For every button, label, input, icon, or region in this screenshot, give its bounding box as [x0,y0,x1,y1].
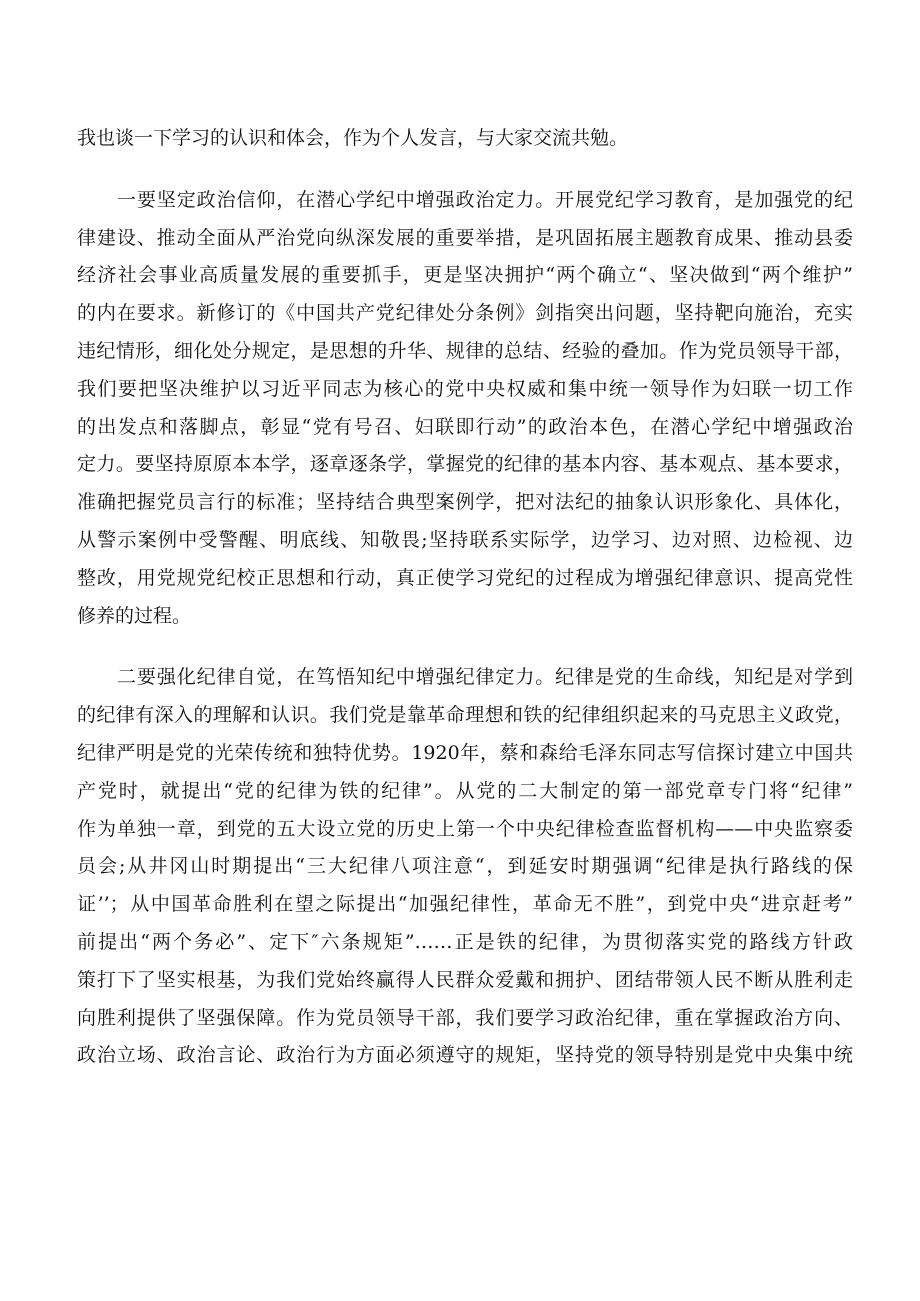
text-line: 律建设、推动全面从严治党向纵深发展的重要举措，是巩固拓展主题教育成果、推动县委 [77,226,853,249]
text-line: 员会;从井冈山时期提出“三大纪律八项注意“，到延安时期强调“纪律是执行路线的保 [77,855,853,878]
text-line: 我们要把坚决维护以习近平同志为核心的党中央权威和集中统一领导作为妇联一切工作 [77,377,853,400]
text-line: 从警示案例中受警醒、明底线、知敬畏;坚持联系实际学，边学习、边对照、边检视、边 [77,528,853,551]
text-line: 违纪情形，细化处分规定，是思想的升华、规律的总结、经验的叠加。作为党员领导干部， [77,339,853,362]
text-line: 定力。要坚持原原本本学，逐章逐条学，掌握党的纪律的基本内容、基本观点、基本要求， [77,453,853,476]
paragraph [77,120,853,158]
text-line: 作为单独一章，到党的五大设立党的历史上第一个中央纪律检查监督机构——中央监察委 [77,817,853,840]
text-line: 政治立场、政治言论、政治行为方面必须遵守的规矩，坚持党的领导特别是党中央集中统 [77,1044,853,1067]
text-line: 纪律严明是党的光荣传统和独特优势。1920年，蔡和森给毛泽东同志写信探讨建立中国共 [77,741,853,764]
text-line: 策打下了坚实根基，为我们党始终赢得人民群众爱戴和拥护、团结带领人民不断从胜利走 [77,968,853,991]
text-line: 产党时，就提出“党的纪律为铁的纪律”。从党的二大制定的第一部党章专门将“纪律” [77,779,853,802]
paragraph [77,182,853,636]
text-line: 整改，用党规党纪校正思想和行动，真正使学习党纪的过程成为增强纪律意识、提高党性 [77,566,853,589]
text-line: 我也谈一下学习的认识和体会，作为个人发言，与大家交流共勉。 [77,127,629,149]
text-line: 经济社会事业高质量发展的重要抓手，更是坚决拥护“两个确立“、坚决做到“两个维护” [77,264,853,287]
text-line: 的内在要求。新修订的《中国共产党纪律处分条例》剑指突出问题，坚持靶向施治，充实 [77,302,853,325]
text-line: 二要强化纪律自觉，在笃悟知纪中增强纪律定力。纪律是党的生命线，知纪是对学到 [117,666,853,689]
text-line: 修养的过程。 [77,604,192,627]
text-line: 的纪律有深入的理解和认识。我们党是靠革命理想和铁的纪律组织起来的马克思主义政党， [77,704,853,727]
text-line: 准确把握党员言行的标准；坚持结合典型案例学，把对法纪的抽象认识形象化、具体化， [77,491,853,514]
document-body [77,120,853,1099]
text-line: 证’’；从中国革命胜利在望之际提出“加强纪律性，革命无不胜”，到党中央“进京赶考” [77,893,853,916]
text-line: 的出发点和落脚点，彰显“党有号召、妇联即行动”的政治本色，在潜心学纪中增强政治 [77,415,853,438]
text-line: 一要坚定政治信仰，在潜心学纪中增强政治定力。开展党纪学习教育，是加强党的纪 [117,188,853,211]
text-line: 前提出“两个务必”、定下″六条规矩”……正是铁的纪律，为贯彻落实党的路线方针政 [77,930,853,953]
paragraph [77,659,853,1075]
text-line: 向胜利提供了坚强保障。作为党员领导干部，我们要学习政治纪律，重在掌握政治方向、 [77,1006,853,1029]
